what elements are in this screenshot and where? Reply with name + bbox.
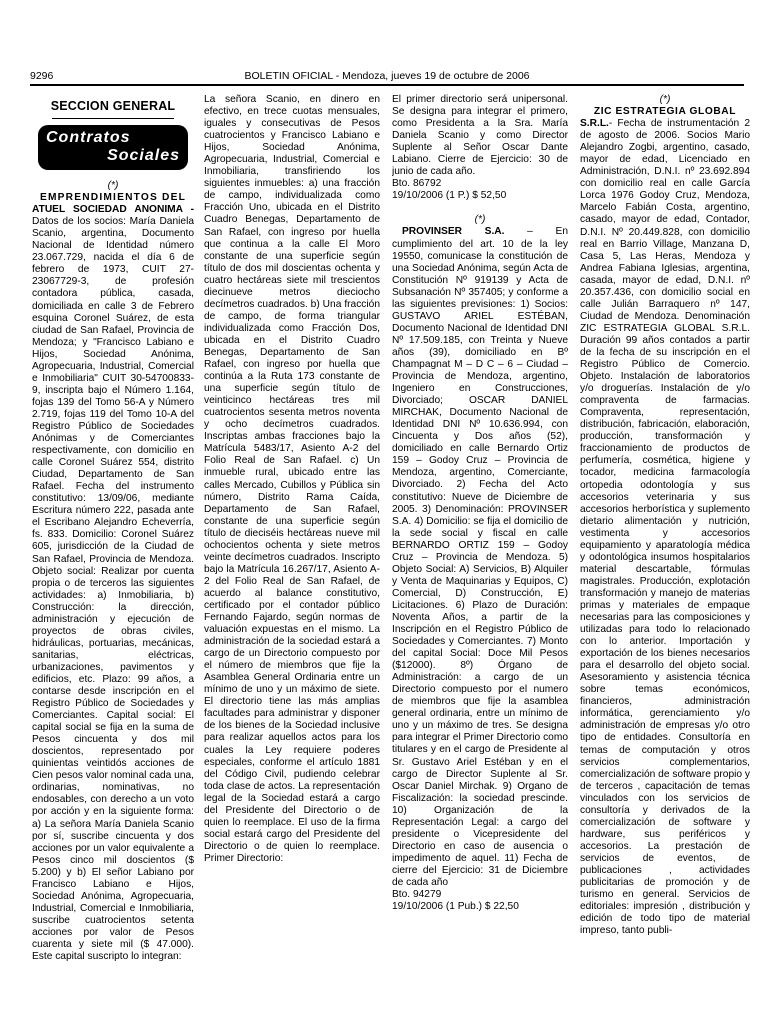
section-banner bbox=[38, 125, 188, 170]
notice-marker: (*) bbox=[474, 214, 486, 226]
page-header bbox=[30, 70, 744, 84]
banner-line-2: Sociales bbox=[107, 147, 180, 165]
publication-title: BOLETIN OFICIAL - Mendoza, jueves 19 de octubre de 2006 bbox=[244, 70, 530, 82]
column-3 bbox=[392, 94, 568, 913]
section-divider bbox=[52, 118, 174, 119]
publication-info: 19/10/2006 (1 P.) $ 52,50 bbox=[392, 190, 507, 202]
notice-body bbox=[32, 204, 194, 963]
notice-text-continued: El primer directorio será unipersonal. Se designa para integrar el primero, como Presidenta a la Sra. María Daniela Scanio y como Director Suplente al Señor Oscar Dante Labiano. Cierre de Ejercicio: 30 de junio de cada año. bbox=[392, 94, 568, 178]
banner-line-1: Contratos bbox=[46, 129, 131, 147]
notice-text: Datos de los socios: María Daniela Scanio, argentina, Documento Nacional de Identidad número 23.067.729, nacida el día 6 de febrero de 1973, CUIT 27-23067729-3, de profesión contadora pública, casada, domiciliada en calle 3 de Febrero esquina Coronel Suárez, de esta ciudad de San Rafael, Provincia de Mendoza; y "Francisco Labiano e Hijos, Sociedad Anónima, Agropecuaria, Industrial, Comercial e Inmobiliaria" CUIT 30-54700833-9, inscripta bajo el Número 1.164, fojas 139 del Tomo 56-A y Número 2.719, fojas 119 del Tomo 10-A del Registro Público de Sociedades Anónimas y de Comerciantes respectivamente, con domicilio en calle Coronel Suárez 554, distrito Ciudad, Departamento de San Rafael. Fecha del instrumento constitutivo: 13/09/06, mediante Escritura número 222, pasada ante el Escribano Alejandro Echeverría, fs. 833. Domicilio: Coronel Suárez 605, jurisdicción de la Ciudad de San Rafael, Provincia de Mendoza. Objeto social: Realizar por cuenta propia o de terceros las siguientes actividades: a) Inmobiliaria, b) Construcción: la dirección, administración y ejecución de proyectos de obras civiles, hidráulicas, portuarias, mecánicas, sanitarias, eléctricas, urbanizaciones, pavimentos y edificios, etc. Plazo: 99 años, a contarse desde inscripción en el Registro Público de Sociedades y Comerciantes. Capital social: El capital social se fija en la suma de Pesos cincuenta y dos mil doscientos, representado por quinientas veintidós acciones de Cien pesos valor nominal cada una, ordinarias, nominativas, no endosables, con derecho a un voto por acción y en la siguiente forma: a) La señora María Daniela Scanio por sí, suscribe cincuenta y dos acciones por un valor equivalente a Pesos cinco mil doscientos ($ 5.200) y b) El señor Labiano por Francisco Labiano e Hijos, Sociedad Anónima, Agropecuaria, Industrial, Comercial e Inmobiliaria, suscribe cuatrocientos setenta acciones por valor de Pesos cuarenta y siete mil ($ 47.000). Este capital suscripto lo integran: bbox=[32, 216, 194, 963]
notice-marker: (*) bbox=[659, 94, 671, 105]
bulletin-number: Bto. 86792 bbox=[392, 178, 442, 190]
header-rule bbox=[30, 84, 744, 86]
notice-company-name: PROVINSER S.A. bbox=[402, 226, 505, 238]
notice-body bbox=[580, 118, 750, 937]
bulletin-number: Bto. 94279 bbox=[392, 889, 442, 901]
notice-body bbox=[392, 226, 568, 889]
notice-text-continued: La señora Scanio, en dinero en efectivo, en trece cuotas mensuales, iguales y consecutivas de Pesos cuatrocientos y Francisco Labiano e Hijos, Sociedad Anónima, Agropecuaria, Industrial, Comercial e Inmobiliaria, transfiriendo los siguientes inmuebles: a) una fracción de campo, individualizada como Fracción Uno, ubicada en el Distrito Cuadro Benegas, Departamento de San Rafael, con ingreso por huella que continua a la calle El Moro constante de una superficie según título de dos mil doscientas ochenta y cuatro hectáreas siete mil trescientos diecinueve metros dieciocho decímetros cuadrados. b) Una fracción de campo, de forma triangular individualizada como Fracción Dos, ubicada en el Distrito Cuadro Benegas, Departamento de San Rafael, con ingreso por huella que continúa a la Ruta 173 constante de una superficie según título de veinticinco hectáreas tres mil cuatrocientos sesenta metros noventa y ocho decímetros cuadrados. Inscriptas ambas fracciones bajo la Matrícula 5483/17, Asiento A-2 del Folio Real de San Rafael. c) Un inmueble rural, ubicado entre las calles Mercado, Cubillos y Pública sin número, Distrito Rama Caída, Departamento de San Rafael, constante de una superficie según título de dieciséis hectáreas nueve mil ochocientos ochenta y siete metros veinte decímetros cuadrados. Inscripto bajo la Matrícula 16.267/17, Asiento A-2 del Folio Real de San Rafael, de acuerdo al balance constitutivo, certificado por el contador público Fernando Fajardo, según normas de valuación expuestas en el mismo. La administración de la sociedad estará a cargo de un Directorio compuesto por el número de miembros que fije la Asamblea General Ordinaria entre un mínimo de uno y un máximo de siete. El directorio tiene las más amplias facultades para administrar y disponer de los bienes de la Sociedad inclusive para realizar aquellos actos para los cuales la Ley requiere poderes especiales, conforme el artículo 1881 del Código Civil, pudiendo celebrar toda clase de actos. La representación legal de la Sociedad estará a cargo del Presidente del Directorio o de quien lo reemplace. El uso de la firma social estará cargo del Presidente del Directorio o de quien lo reemplace. Primer Directorio: bbox=[204, 94, 380, 864]
notice-marker: (*) bbox=[107, 180, 119, 192]
column-1 bbox=[32, 94, 194, 963]
notice-company-name: S.R.L. bbox=[580, 118, 609, 130]
section-title: SECCION GENERAL bbox=[50, 99, 176, 113]
column-4 bbox=[580, 94, 750, 937]
notice-heading: ZIC ESTRATEGIA GLOBAL bbox=[593, 106, 737, 118]
notice-company-name: ATUEL SOCIEDAD ANONIMA - bbox=[32, 204, 194, 216]
page-number: 9296 bbox=[30, 70, 54, 82]
notice-heading: EMPRENDIMIENTOS DEL bbox=[39, 192, 186, 204]
notice-text: – En cumplimiento del art. 10 de la ley 19550, comunicase la constitución de una Sociedad Anónima, según Acta de Constitución Nº 919139 y Acta de Subsanación Nº 357405; y conforme a las siguientes previsiones: 1) Socios: GUSTAVO ARIEL ESTÉBAN, Documento Nacional de Identidad DNI Nº 17.509.185, con Treinta y Nueve años (39), domiciliado en Bº Champagnat M – D C – 6 – Ciudad – Provincia de Mendoza, argentino, Ingeniero en Construcciones, Divorciado; OSCAR DANIEL MIRCHAK, Documento Nacional de Identidad DNI Nº 10.636.994, con Cincuenta y Dos años (52), domiciliado en calle Bernardo Ortiz 159 – Godoy Cruz – Provincia de Mendoza, argentino, Comerciante, Divorciado. 2) Fecha del Acto constitutivo: Nueve de Diciembre de 2005. 3) Denominación: PROVINSER S.A. 4) Domicilio: se fija el domicilio de la sede social y fiscal en calle BERNARDO ORTIZ 159 – Godoy Cruz – Provincia de Mendoza. 5) Objeto Social: A) Servicios, B) Alquiler y Venta de Maquinarias y Equipos, C) Comercial, D) Construcción, E) Licitaciones. 6) Plazo de Duración: Noventa Años, a partir de la Inscripción en el Registro Público de Sociedades y Comerciantes. 7) Monto del capital Social: Doce Mil Pesos ($12000). 8º) Órgano de Administración: a cargo de un Directorio compuesto por el numero de miembros que fije la asamblea general ordinaria, entre un mínimo de uno y un máximo de tres. Se designa para integrar el Primer Directorio como titulares y en el cargo de Presidente al Sr. Gustavo Ariel Estéban y en el cargo de Director Suplente al Sr. Oscar Daniel Mirchak. 9) Organo de Fiscalización: la sociedad prescinde. 10) Organización de la Representación Legal: a cargo del presidente o Vicepresidente del Directorio en caso de ausencia o impedimento de aquel. 11) Fecha de cierre del Ejercicio: 31 de Diciembre de cada año bbox=[392, 226, 568, 888]
notice-text: - Fecha de instrumentación 2 de agosto de 2006. Socios Mario Alejandro Zogbi, argentino, casado, mayor de edad, Licenciado en Administración, D.N.I. nº 23.692.894 con domicilio real en calle García Lorca 1976 Godoy Cruz, Mendoza, Marcelo Fabián Costa, argentino, casado, mayor de edad, Contador, D.N.I. Nº 20.449.828, con domicilio real en Barrio Village, Manzana D, Casa 5, Las Heras, Mendoza y Andrea Fabiana Iglesias, argentina, casada, mayor de edad, D.N.I. nº 20.357.436, con domicilio social en calle Julián Barraquero nº 147, Ciudad de Mendoza. Denominación ZIC ESTRATEGIA GLOBAL S.R.L. Duración 99 años contados a partir de la fecha de su inscripción en el Registro Público de Comercio. Objeto. Instalación de laboratorios y/o droguerías. Instalación de y/o compraventa de farmacias. Compraventa, representación, distribución, fabricación, elaboración, producción, transformación y fraccionamiento de productos de perfumería, cosmética, higiene y tocador, medicina farmacología ortopedia odontología y sus accesorios veterinaria y sus accesorios herborística y suplemento dietario alimentación y nutrición, vestimenta y accesorios equipamiento y aparatología médica y odontológica insumos hospitalarios material descartable, fórmulas magistrales. Producción, explotación transformación y manejo de materias primas y materiales de empaque necesarias para las composiciones y utilizadas para todo lo relacionado con lo anterior. Importación y exportación de los bienes necesarios para el desarrollo del objeto social. Asesoramiento y asistencia técnica sobre temas económicos, financieros, administración informática, gerenciamiento y/o administración de empresas y/o otro tipo de entidades. Consultoría en temas de computación y otros servicios complementarios, comercialización de software propio y de terceros , capacitación de temas vinculados con los servicios de consultoría y derivados de la comercialización de software y hardware, sus periféricos y accesorios. La prestación de servicios de eventos, de publicaciones , actividades publicitarias de promoción y de turismo en general. Servicios de editoriales: impresión , distribución y edición de todo tipo de material impreso, tanto publi- bbox=[580, 118, 750, 937]
publication-info: 19/10/2006 (1 Pub.) $ 22,50 bbox=[392, 901, 519, 913]
column-2 bbox=[204, 94, 380, 865]
